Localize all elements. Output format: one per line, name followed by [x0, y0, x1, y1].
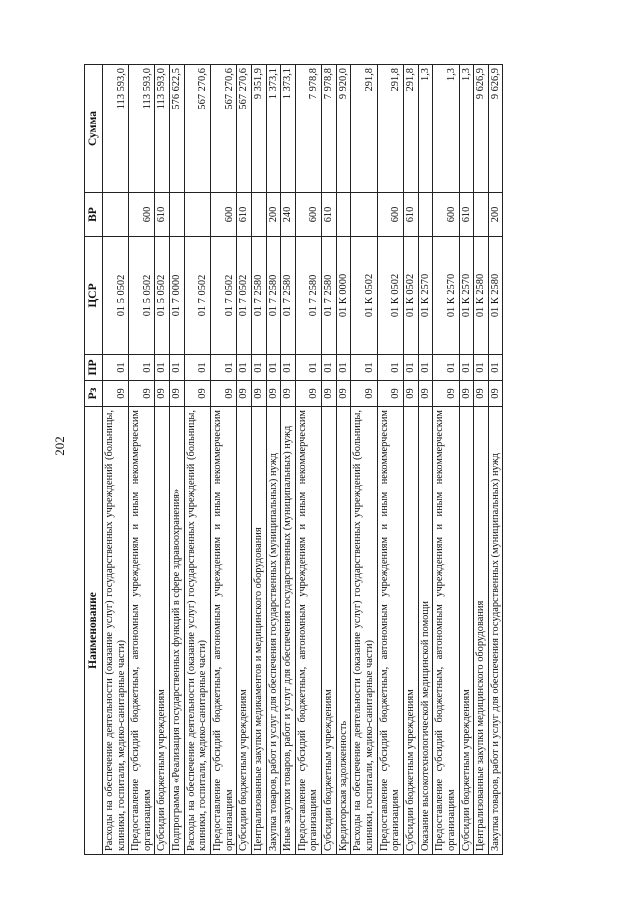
- cell-sum: 576 622,5: [170, 65, 185, 193]
- cell-sum: 9 626,9: [488, 65, 503, 193]
- table-row: [281, 65, 296, 855]
- header-row: [85, 65, 103, 855]
- cell-csr: 01 7 2580: [251, 237, 266, 355]
- table-row: [155, 65, 170, 855]
- cell-csr: 01 7 0502: [211, 237, 237, 355]
- cell-csr: 01 К 2580: [488, 237, 503, 355]
- cell-pr: 01: [170, 355, 185, 381]
- cell-sum: 567 270,6: [237, 65, 252, 193]
- cell-vr: 610: [403, 193, 418, 237]
- cell-csr: 01 7 2580: [281, 237, 296, 355]
- cell-pr: 01: [155, 355, 170, 381]
- cell-sum: 1,3: [418, 65, 433, 193]
- cell-name: Субсидии бюджетным учреждениям: [237, 407, 252, 855]
- cell-rz: 09: [433, 381, 459, 407]
- header-name: Наименование: [85, 407, 103, 855]
- table-row: [418, 65, 433, 855]
- cell-csr: 01 7 0502: [184, 237, 210, 355]
- cell-rz: 09: [351, 381, 377, 407]
- cell-rz: 09: [295, 381, 321, 407]
- table-row: [403, 65, 418, 855]
- cell-sum: 113 593,0: [129, 65, 155, 193]
- cell-rz: 09: [211, 381, 237, 407]
- cell-pr: 01: [433, 355, 459, 381]
- table-row: [237, 65, 252, 855]
- cell-rz: 09: [102, 381, 128, 407]
- cell-sum: 1,3: [433, 65, 459, 193]
- header-pr: ПР: [85, 355, 103, 381]
- header-sum: Сумма: [85, 65, 103, 193]
- table-row: [474, 65, 489, 855]
- cell-vr: 600: [433, 193, 459, 237]
- cell-vr: [251, 193, 266, 237]
- table-row: [459, 65, 474, 855]
- cell-pr: 01: [211, 355, 237, 381]
- cell-vr: 610: [459, 193, 474, 237]
- cell-pr: 01: [377, 355, 403, 381]
- cell-pr: 01: [336, 355, 351, 381]
- cell-csr: 01 7 2580: [266, 237, 281, 355]
- table-row: [266, 65, 281, 855]
- cell-sum: 567 270,6: [184, 65, 210, 193]
- cell-csr: 01 К 2580: [474, 237, 489, 355]
- cell-name: Оказание высокотехнологической медицинской помощи: [418, 407, 433, 855]
- cell-rz: 09: [155, 381, 170, 407]
- cell-rz: 09: [184, 381, 210, 407]
- cell-pr: 01: [266, 355, 281, 381]
- cell-vr: [170, 193, 185, 237]
- cell-vr: 610: [237, 193, 252, 237]
- cell-sum: 7 978,8: [322, 65, 337, 193]
- cell-rz: 09: [336, 381, 351, 407]
- table-row: [211, 65, 237, 855]
- cell-rz: 09: [266, 381, 281, 407]
- cell-name: Предоставление субсидий бюджетным, автономным учреждениям и иным некоммерческим организациям: [377, 407, 403, 855]
- cell-sum: 291,8: [403, 65, 418, 193]
- cell-rz: 09: [459, 381, 474, 407]
- cell-pr: 01: [237, 355, 252, 381]
- cell-name: Предоставление субсидий бюджетным, автономным учреждениям и иным некоммерческим организациям: [433, 407, 459, 855]
- budget-table: [84, 64, 503, 855]
- cell-pr: 01: [488, 355, 503, 381]
- cell-rz: 09: [488, 381, 503, 407]
- cell-sum: 7 978,8: [295, 65, 321, 193]
- table-row: [322, 65, 337, 855]
- page-number: 202: [52, 436, 67, 456]
- cell-pr: 01: [295, 355, 321, 381]
- table-row: [488, 65, 503, 855]
- cell-csr: 01 7 2580: [322, 237, 337, 355]
- cell-pr: 01: [102, 355, 128, 381]
- cell-pr: 01: [474, 355, 489, 381]
- cell-csr: 01 7 0502: [237, 237, 252, 355]
- cell-name: Подпрограмма «Реализация государственных функций в сфере здравоохранения»: [170, 407, 185, 855]
- cell-name: Иные закупки товаров, работ и услуг для обеспечения государственных (муниципальных) нужд: [281, 407, 296, 855]
- cell-name: Расходы на обеспечение деятельности (оказание услуг) государственных учреждений (больницы, клиники, госпитали, медико-санитарные части): [184, 407, 210, 855]
- cell-sum: 291,8: [377, 65, 403, 193]
- table-row: [129, 65, 155, 855]
- cell-vr: 200: [488, 193, 503, 237]
- cell-rz: 09: [281, 381, 296, 407]
- cell-sum: 9 920,0: [336, 65, 351, 193]
- cell-pr: 01: [184, 355, 210, 381]
- cell-pr: 01: [418, 355, 433, 381]
- cell-sum: 291,8: [351, 65, 377, 193]
- cell-sum: 567 270,6: [211, 65, 237, 193]
- cell-csr: 01 К 2570: [459, 237, 474, 355]
- cell-vr: 600: [295, 193, 321, 237]
- header-rz: Рз: [85, 381, 103, 407]
- table-row: [295, 65, 321, 855]
- cell-csr: 01 5 0502: [155, 237, 170, 355]
- table-row: [251, 65, 266, 855]
- cell-csr: 01 7 2580: [295, 237, 321, 355]
- cell-vr: 610: [155, 193, 170, 237]
- cell-rz: 09: [129, 381, 155, 407]
- cell-sum: 9 351,9: [251, 65, 266, 193]
- cell-rz: 09: [418, 381, 433, 407]
- cell-rz: 09: [322, 381, 337, 407]
- cell-vr: [336, 193, 351, 237]
- header-csr: ЦСР: [85, 237, 103, 355]
- rotated-page-content: [84, 65, 559, 855]
- cell-name: Централизованные закупки медикаментов и медицинского оборудования: [251, 407, 266, 855]
- table-row: [377, 65, 403, 855]
- cell-rz: 09: [170, 381, 185, 407]
- cell-vr: 600: [129, 193, 155, 237]
- cell-name: Субсидии бюджетным учреждениям: [155, 407, 170, 855]
- cell-csr: 01 К 0502: [351, 237, 377, 355]
- cell-rz: 09: [474, 381, 489, 407]
- cell-vr: 240: [281, 193, 296, 237]
- cell-name: Предоставление субсидий бюджетным, автономным учреждениям и иным некоммерческим организациям: [295, 407, 321, 855]
- cell-csr: 01 5 0502: [129, 237, 155, 355]
- cell-vr: [474, 193, 489, 237]
- cell-name: Субсидии бюджетным учреждениям: [459, 407, 474, 855]
- cell-csr: 01 К 0502: [377, 237, 403, 355]
- cell-name: Кредиторская задолженность: [336, 407, 351, 855]
- cell-rz: 09: [251, 381, 266, 407]
- cell-vr: [351, 193, 377, 237]
- cell-pr: 01: [403, 355, 418, 381]
- cell-rz: 09: [403, 381, 418, 407]
- cell-csr: 01 7 0000: [170, 237, 185, 355]
- cell-pr: 01: [459, 355, 474, 381]
- cell-csr: 01 К 2570: [418, 237, 433, 355]
- cell-csr: 01 К 0502: [403, 237, 418, 355]
- cell-pr: 01: [322, 355, 337, 381]
- cell-name: Субсидии бюджетным учреждениям: [322, 407, 337, 855]
- cell-name: Закупка товаров, работ и услуг для обеспечения государственных (муниципальных) нужд: [266, 407, 281, 855]
- cell-name: Закупка товаров, работ и услуг для обеспечения государственных (муниципальных) нужд: [488, 407, 503, 855]
- cell-name: Предоставление субсидий бюджетным, автономным учреждениям и иным некоммерческим организациям: [129, 407, 155, 855]
- table-row: [433, 65, 459, 855]
- header-vr: ВР: [85, 193, 103, 237]
- cell-sum: 1,3: [459, 65, 474, 193]
- cell-vr: 600: [211, 193, 237, 237]
- cell-sum: 1 373,1: [281, 65, 296, 193]
- cell-vr: [184, 193, 210, 237]
- cell-rz: 09: [237, 381, 252, 407]
- cell-name: Субсидии бюджетным учреждениям: [403, 407, 418, 855]
- cell-vr: [418, 193, 433, 237]
- cell-pr: 01: [129, 355, 155, 381]
- cell-pr: 01: [251, 355, 266, 381]
- cell-pr: 01: [281, 355, 296, 381]
- cell-csr: 01 К 2570: [433, 237, 459, 355]
- cell-name: Расходы на обеспечение деятельности (оказание услуг) государственных учреждений (больницы, клиники, госпитали, медико-санитарные части): [102, 407, 128, 855]
- table-row: [351, 65, 377, 855]
- table-row: [184, 65, 210, 855]
- cell-rz: 09: [377, 381, 403, 407]
- cell-vr: 610: [322, 193, 337, 237]
- cell-sum: 9 626,9: [474, 65, 489, 193]
- cell-csr: 01 К 0000: [336, 237, 351, 355]
- table-row: [102, 65, 128, 855]
- cell-sum: 113 593,0: [102, 65, 128, 193]
- cell-vr: 200: [266, 193, 281, 237]
- cell-sum: 113 593,0: [155, 65, 170, 193]
- table-body: [102, 65, 503, 855]
- cell-name: Централизованные закупки медицинского оборудования: [474, 407, 489, 855]
- table-row: [336, 65, 351, 855]
- cell-name: Предоставление субсидий бюджетным, автономным учреждениям и иным некоммерческим организациям: [211, 407, 237, 855]
- cell-name: Расходы на обеспечение деятельности (оказание услуг) государственных учреждений (больницы, клиники, госпитали, медико-санитарные части): [351, 407, 377, 855]
- table-row: [170, 65, 185, 855]
- cell-pr: 01: [351, 355, 377, 381]
- table-header: [85, 65, 103, 855]
- cell-csr: 01 5 0502: [102, 237, 128, 355]
- cell-vr: [102, 193, 128, 237]
- cell-vr: 600: [377, 193, 403, 237]
- cell-sum: 1 373,1: [266, 65, 281, 193]
